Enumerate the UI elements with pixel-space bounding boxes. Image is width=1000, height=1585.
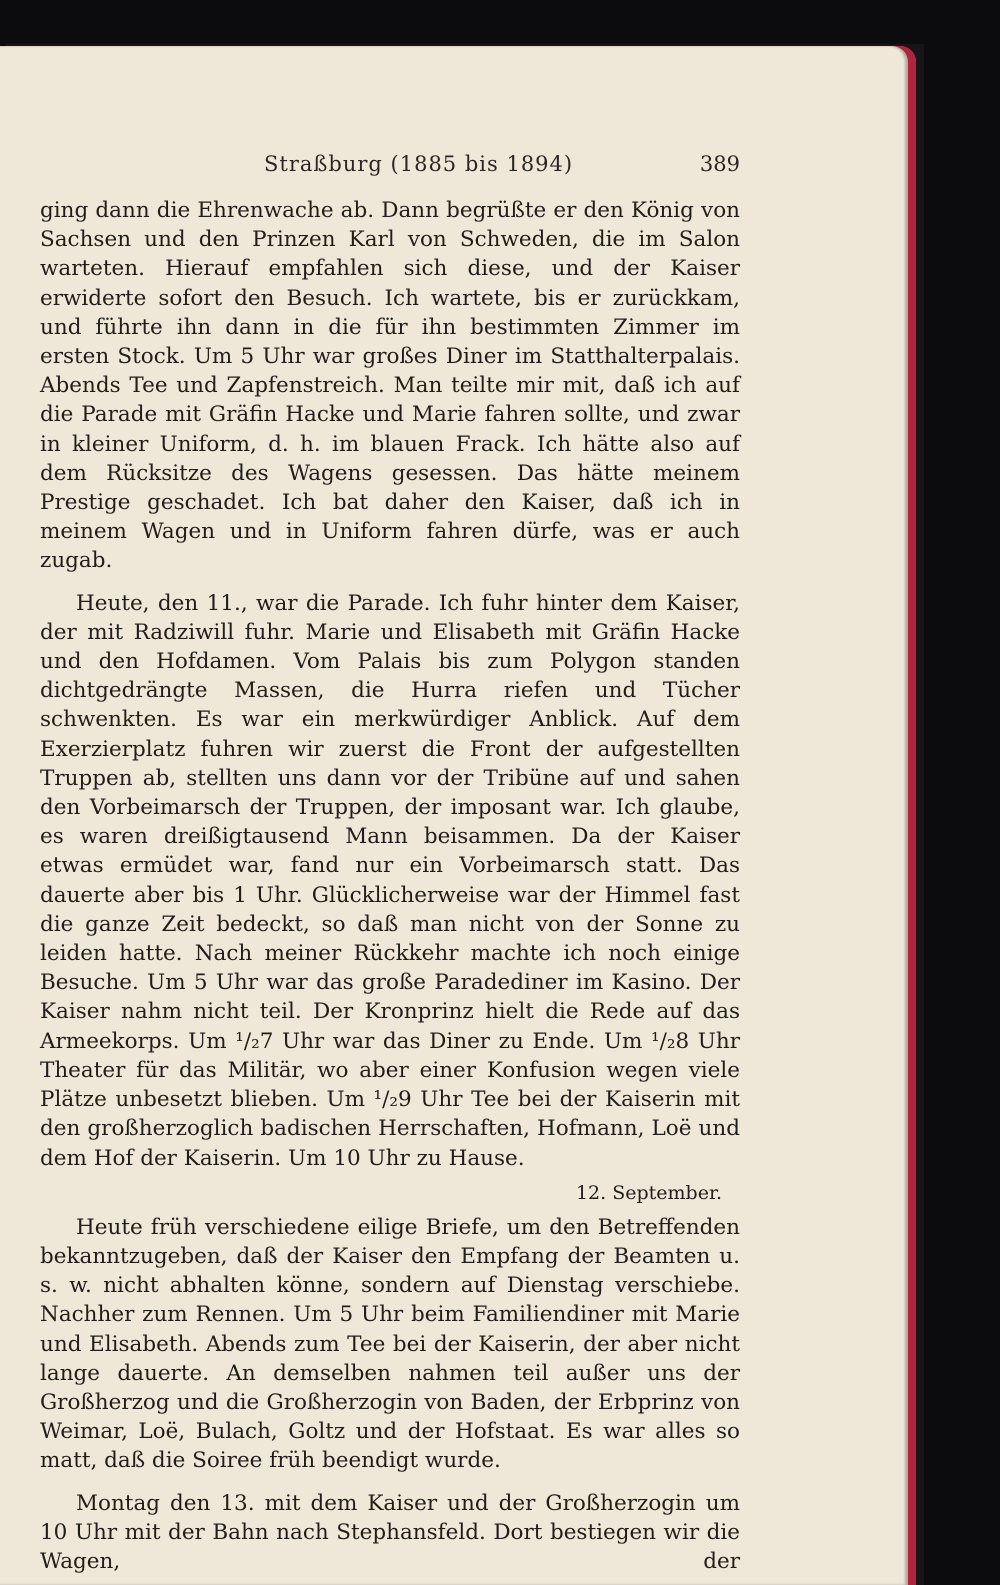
paragraph-3: Heute früh verschiedene eilige Briefe, um den Betreffenden bekanntzugeben, daß der Kaiser den Empfang der Beamten u. s. w. nicht abhalten könne, sondern auf Dienstag verschiebe. Nachher zum Rennen. Um 5 Uhr beim Familiendiner mit Marie und Elisabeth. Abends zum Tee bei der Kaiserin, der aber nicht lange dauerte. An demselben nahmen teil außer uns der Großherzog und die Großherzogin von Baden, der Erbprinz von Weimar, Loë, Bulach, Goltz und der Hofstaat. Es war alles so matt, daß die Soiree früh beendigt wurde. — [40, 1214, 740, 1474]
page-number: 389 — [699, 152, 740, 176]
paragraph-1: ging dann die Ehrenwache ab. Dann begrüßte er den König von Sachsen und den Prinzen Karl von Schweden, die im Salon warteten. Hierauf empfahlen sich diese, und der Kaiser erwiderte sofort den Besuch. Ich wartete, bis er zurückkam, und führte ihn dann in die für ihn bestimmten Zimmer im ersten Stock. Um 5 Uhr war großes Diner im Statthalterpalais. Abends Tee und Zapfenstreich. Man teilte mir mit, daß ich auf die Parade mit Gräfin Hacke und Marie fahren sollte, und zwar in kleiner Uniform, d. h. im blauen Frack. Ich hätte also auf dem Rücksitze des Wagens gesessen. Das hätte meinem Prestige geschadet. Ich bat daher den Kaiser, daß ich in meinem Wagen und in Uniform fahren dürfe, was er auch zugab. — [40, 198, 740, 574]
body-text — [40, 196, 740, 1576]
running-title: Straßburg (1885 bis 1894) — [264, 152, 574, 176]
running-header — [40, 152, 740, 182]
paragraph-2: Heute, den 11., war die Parade. Ich fuhr hinter dem Kaiser, der mit Radziwill fuhr. Marie und Elisabeth mit Gräfin Hacke und den Hofdamen. Vom Palais bis zum Polygon standen dichtgedrängte Massen, die Hurra riefen und Tücher schwenkten. Es war ein merkwürdiger Anblick. Auf dem Exerzierplatz fuhren wir zuerst die Front der aufgestellten Truppen ab, stellten uns dann vor der Tribüne auf und sahen den Vorbeimarsch der Truppen, der imposant war. Ich glaube, es waren dreißigtausend Mann beisammen. Da der Kaiser etwas ermüdet war, fand nur ein Vorbeimarsch statt. Das dauerte aber bis 1 Uhr. Glücklicherweise war der Himmel fast die ganze Zeit bedeckt, so daß man nicht von der Sonne zu leiden hatte. Nach meiner Rückkehr machte ich noch einige Besuche. Um 5 Uhr war das große Paradediner im Kasino. Der Kaiser nahm nicht teil. Der Kronprinz hielt die Rede auf das Armeekorps. Um ¹/₂7 Uhr war das Diner zu Ende. Um ¹/₂8 Uhr Theater für das Militär, wo aber einer Konfusion wegen viele Plätze unbesetzt blieben. Um ¹/₂9 Uhr Tee bei der Kaiserin mit den großherzoglich badischen Herrschaften, Hofmann, Loë und dem Hof der Kaiserin. Um 10 Uhr zu Hause. — [40, 590, 740, 1171]
paragraph-4: Montag den 13. mit dem Kaiser und der Großherzogin um 10 Uhr mit der Bahn nach Stephansfeld. Dort bestiegen wir die Wagen, der — [40, 1490, 740, 1574]
date-line: 12. September. — [575, 1181, 722, 1204]
